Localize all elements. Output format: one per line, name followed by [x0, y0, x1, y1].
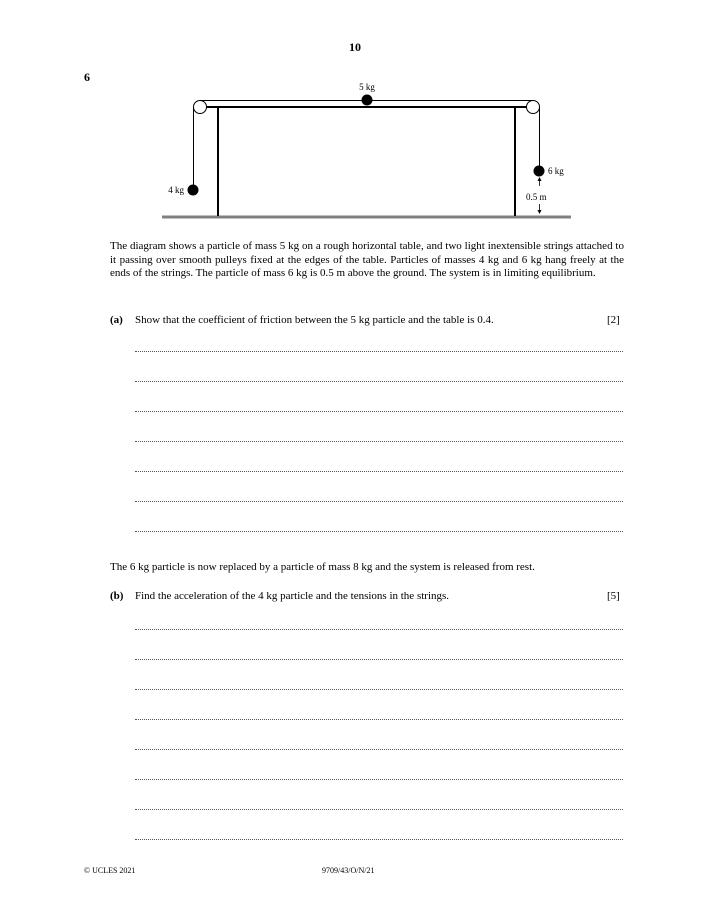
footer-code: 9709/43/O/N/21 — [322, 866, 375, 875]
part-b-text: Find the acceleration of the 4 kg particle and the tensions in the strings. — [135, 590, 450, 602]
particle-4kg — [188, 185, 199, 196]
particle-6kg — [534, 166, 545, 177]
answer-line[interactable] — [135, 839, 623, 840]
answer-line[interactable] — [135, 531, 623, 532]
answer-line[interactable] — [135, 809, 623, 810]
question-intro: The diagram shows a particle of mass 5 kg on a rough horizontal table, and two light inextensible strings attached to it passing over smooth pulleys fixed at the edges of the table. Particles of masses 4 kg and 6 kg hang freely at the ends of the strings. The particle of mass 6 kg is 0.5 m above the ground. The system is in limiting equilibrium. — [110, 240, 624, 279]
particle-5kg — [362, 95, 373, 106]
arrowhead-up — [538, 177, 542, 181]
pulley-left — [194, 101, 207, 114]
page-number: 10 — [349, 40, 361, 54]
answer-line[interactable] — [135, 689, 623, 690]
answer-line[interactable] — [135, 719, 623, 720]
answer-line[interactable] — [135, 659, 623, 660]
part-a-label: (a) — [110, 314, 123, 326]
part-a-text: Show that the coefficient of friction between the 5 kg particle and the table is 0.4. — [135, 314, 494, 326]
arrowhead-down — [538, 210, 542, 214]
answer-line[interactable] — [135, 411, 623, 412]
answer-line[interactable] — [135, 351, 623, 352]
part-a-marks: [2] — [607, 314, 620, 326]
answer-line[interactable] — [135, 441, 623, 442]
pulley-diagram — [0, 0, 710, 230]
label-6kg: 6 kg — [548, 166, 564, 176]
answer-line[interactable] — [135, 779, 623, 780]
part-b-marks: [5] — [607, 590, 620, 602]
label-height: 0.5 m — [526, 192, 547, 202]
answer-line[interactable] — [135, 629, 623, 630]
pulley-right — [527, 101, 540, 114]
middle-text: The 6 kg particle is now replaced by a particle of mass 8 kg and the system is released from rest. — [110, 561, 535, 573]
footer-copyright: © UCLES 2021 — [84, 866, 136, 875]
answer-line[interactable] — [135, 381, 623, 382]
answer-line[interactable] — [135, 471, 623, 472]
part-b-label: (b) — [110, 590, 124, 602]
answer-line[interactable] — [135, 749, 623, 750]
label-5kg: 5 kg — [359, 82, 375, 92]
answer-line[interactable] — [135, 501, 623, 502]
label-4kg: 4 kg — [168, 185, 184, 195]
question-number: 6 — [84, 70, 90, 84]
